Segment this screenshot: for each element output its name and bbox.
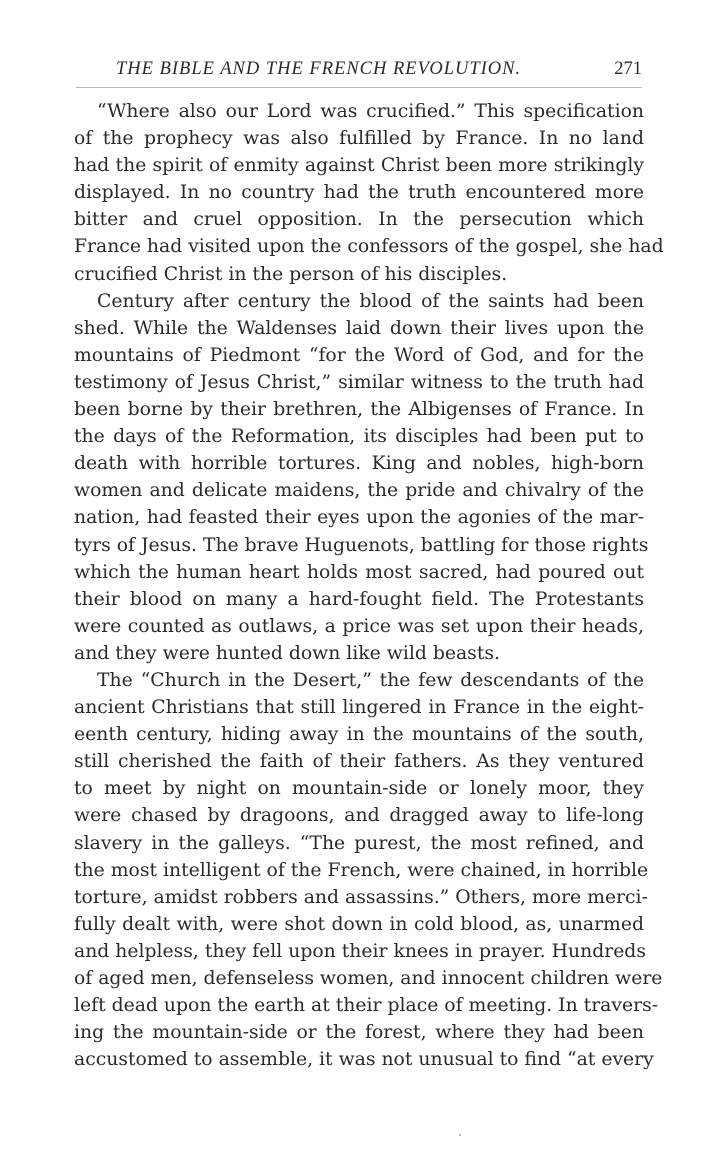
text-line: tyrs of Jesus. The brave Huguenots, battling for those rights	[74, 534, 649, 556]
text-line: nation, had feasted their eyes upon the agonies of the mar-	[74, 507, 644, 529]
text-line: still cherished the faith of their fathers. As they ventured	[74, 751, 644, 773]
text-line: shed. While the Waldenses laid down their lives upon the	[74, 317, 644, 339]
text-line: displayed. In no country had the truth encountered more	[74, 182, 644, 204]
text-line: and helpless, they fell upon their knees in prayer. Hundreds	[74, 940, 646, 962]
text-line: women and delicate maidens, the pride and chivalry of the	[74, 480, 644, 502]
text-line: “Where also our Lord was crucified.” This specification	[97, 101, 644, 122]
text-line: were chased by dragoons, and dragged away to life-long	[74, 805, 644, 827]
text-line: slavery in the galleys. “The purest, the most refined, and	[74, 832, 644, 854]
text-line: testimony of Jesus Christ,” similar witness to the truth had	[74, 371, 644, 393]
text-line: Century after century the blood of the saints had been	[97, 290, 644, 312]
text-line: left dead upon the earth at their place of meeting. In travers-	[74, 995, 659, 1017]
text-line: accustomed to assemble, it was not unusual to find “at every	[74, 1049, 654, 1071]
text-line: The “Church in the Desert,” the few descendants of the	[97, 669, 644, 691]
text-line: been borne by their brethren, the Albigenses of France. In	[74, 399, 644, 421]
header-rule	[76, 87, 642, 88]
text-line: ancient Christians that still lingered in France in the eight-	[74, 697, 644, 719]
text-line: death with horrible tortures. King and nobles, high-born	[74, 453, 644, 475]
text-line: the days of the Reformation, its disciples had been put to	[74, 426, 644, 448]
text-line: their blood on many a hard-fought field. The Protestants	[74, 588, 644, 610]
text-line: which the human heart holds most sacred, had poured out	[74, 561, 644, 583]
text-line: France had visited upon the confessors of the gospel, she had	[74, 236, 664, 258]
paper-speck	[459, 1134, 461, 1136]
text-line: of the prophecy was also fulfilled by France. In no land	[74, 128, 644, 150]
text-line: had the spirit of enmity against Christ been more strikingly	[74, 155, 644, 177]
text-line: the most intelligent of the French, were chained, in horrible	[74, 859, 649, 881]
text-line: bitter and cruel opposition. In the persecution which	[74, 209, 644, 231]
body-text	[74, 98, 664, 1073]
text-line: ing the mountain-side or the forest, where they had been	[74, 1022, 644, 1044]
text-line: fully dealt with, were shot down in cold blood, as, unarmed	[74, 913, 644, 935]
text-line: torture, amidst robbers and assassins.” Others, more merci-	[74, 886, 648, 908]
text-line: mountains of Piedmont “for the Word of God, and for the	[74, 344, 644, 366]
text-line: and they were hunted down like wild beasts.	[74, 642, 500, 664]
running-header	[74, 54, 644, 84]
text-line: to meet by night on mountain-side or lonely moor, they	[74, 778, 644, 800]
text-line: were counted as outlaws, a price was set upon their heads,	[74, 615, 644, 637]
page-number: 271	[614, 59, 642, 79]
text-line: eenth century, hiding away in the mountains of the south,	[74, 724, 644, 746]
text-line: crucified Christ in the person of his disciples.	[74, 263, 508, 285]
running-title: THE BIBLE AND THE FRENCH REVOLUTION.	[116, 59, 522, 79]
text-line: of aged men, defenseless women, and innocent children were	[74, 968, 663, 989]
